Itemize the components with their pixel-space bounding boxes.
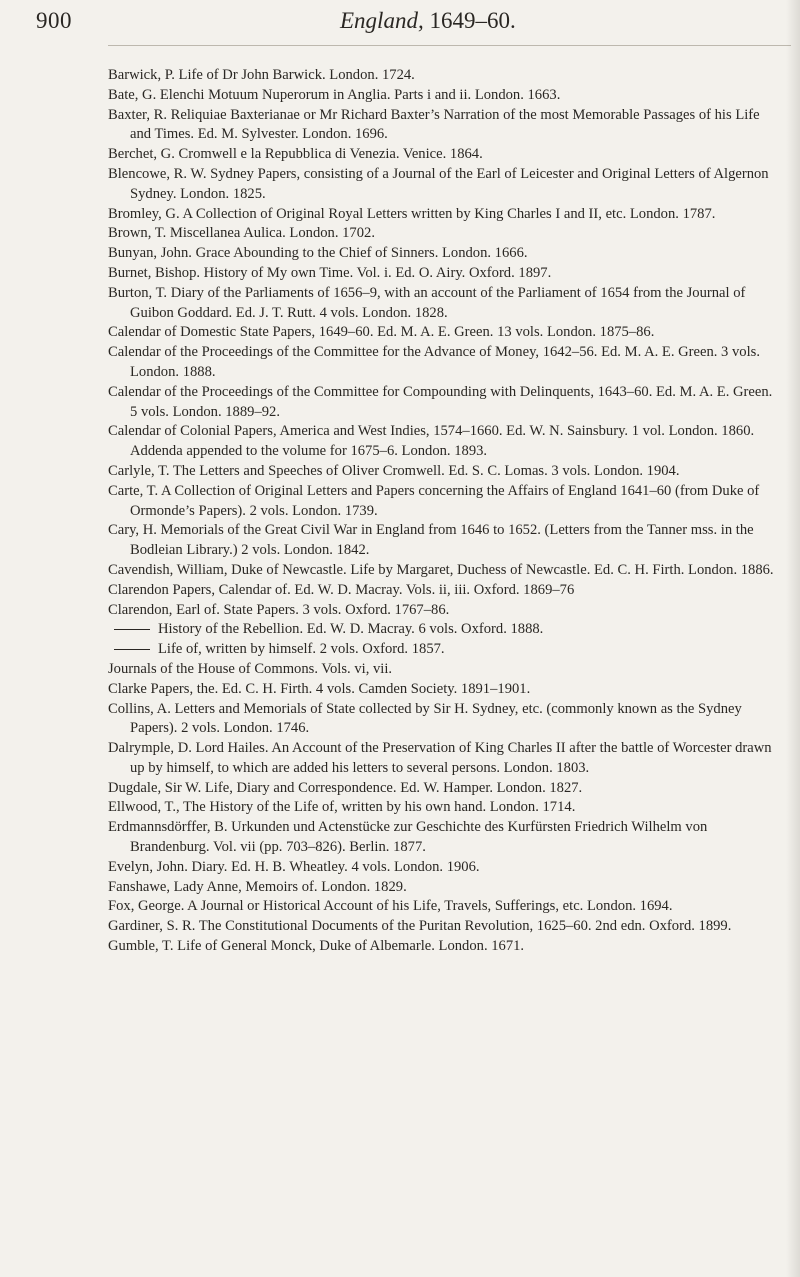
running-title-place: England, bbox=[340, 8, 424, 33]
bibliography-entry: Cavendish, William, Duke of Newcastle. Life by Margaret, Duchess of Newcastle. Ed. C. H. Firth. London. 1886. bbox=[108, 561, 774, 578]
bibliography-entry: Burnet, Bishop. History of My own Time. Vol. i. Ed. O. Airy. Oxford. 1897. bbox=[108, 264, 552, 281]
bibliography-entry: Clarendon Papers, Calendar of. Ed. W. D. Macray. Vols. ii, iii. Oxford. 1869–76 bbox=[108, 581, 575, 598]
bibliography-entry: Evelyn, John. Diary. Ed. H. B. Wheatley. 4 vols. London. 1906. bbox=[108, 858, 480, 875]
bibliography-entry: Calendar of Domestic State Papers, 1649–60. Ed. M. A. E. Green. 13 vols. London. 1875–86. bbox=[108, 324, 655, 341]
bibliography-entry: Baxter, R. Reliquiae Baxterianae or Mr Richard Baxter’s Narration of the most Memorable Passages of his Life and Times. Ed. M. Sylvester. London. 1696. bbox=[108, 106, 760, 143]
page-number: 900 bbox=[36, 8, 72, 33]
bibliography-entry: Cary, H. Memorials of the Great Civil War in England from 1646 to 1652. (Letters from the Tanner mss. in the Bodleian Library.) 2 vols. London. 1842. bbox=[108, 522, 754, 559]
bibliography-entry: Fox, George. A Journal or Historical Account of his Life, Travels, Sufferings, etc. London. 1694. bbox=[108, 898, 673, 915]
bibliography-entry: Calendar of the Proceedings of the Committee for Compounding with Delinquents, 1643–60. Ed. M. A. E. Green. 5 vols. London. 1889–92. bbox=[108, 383, 773, 420]
continuation-text: History of the Rebellion. Ed. W. D. Macray. 6 vols. Oxford. 1888. bbox=[158, 621, 544, 638]
continuation-text: Life of, written by himself. 2 vols. Oxford. 1857. bbox=[158, 641, 445, 658]
bibliography-entry: Carte, T. A Collection of Original Letters and Papers concerning the Affairs of England 1641–60 (from Duke of Ormonde’s Papers). 2 vols. London. 1739. bbox=[108, 482, 760, 519]
bibliography-entry: Berchet, G. Cromwell e la Repubblica di Venezia. Venice. 1864. bbox=[108, 146, 483, 163]
ditto-dash bbox=[114, 629, 150, 630]
bibliography-entry: Gardiner, S. R. The Constitutional Documents of the Puritan Revolution, 1625–60. 2nd edn. Oxford. 1899. bbox=[108, 918, 732, 935]
bibliography-entry-continuation bbox=[108, 640, 776, 660]
running-title bbox=[340, 8, 516, 34]
bibliography-entry: Clarendon, Earl of. State Papers. 3 vols. Oxford. 1767–86. bbox=[108, 601, 450, 618]
bibliography-entry: Blencowe, R. W. Sydney Papers, consisting of a Journal of the Earl of Leicester and Original Letters of Algernon Sydney. London. 1825. bbox=[108, 165, 769, 202]
bibliography-entry: Clarke Papers, the. Ed. C. H. Firth. 4 vols. Camden Society. 1891–1901. bbox=[108, 680, 531, 697]
bibliography-entry: Dalrymple, D. Lord Hailes. An Account of the Preservation of King Charles II after the battle of Worcester drawn up by himself, to which are added his letters to several persons. London. 1803. bbox=[108, 740, 772, 776]
page-header bbox=[0, 0, 800, 60]
bibliography-entry: Bunyan, John. Grace Abounding to the Chief of Sinners. London. 1666. bbox=[108, 245, 528, 262]
bibliography-entry: Journals of the House of Commons. Vols. vi, vii. bbox=[108, 660, 393, 677]
bibliography-entry: Brown, T. Miscellanea Aulica. London. 1702. bbox=[108, 225, 375, 242]
bibliography-entry: Dugdale, Sir W. Life, Diary and Correspondence. Ed. W. Hamper. London. 1827. bbox=[108, 779, 583, 796]
bibliography-entry: Bate, G. Elenchi Motuum Nuperorum in Anglia. Parts i and ii. London. 1663. bbox=[108, 86, 561, 103]
bibliography-entry: Calendar of Colonial Papers, America and West Indies, 1574–1660. Ed. W. N. Sainsbury. 1 vol. London. 1860. Addenda appended to the volume for 1675–6. London. 1893. bbox=[108, 423, 755, 460]
bibliography-entry: Collins, A. Letters and Memorials of State collected by Sir H. Sydney, etc. (commonly known as the Sydney Papers). 2 vols. London. 1746. bbox=[108, 700, 742, 737]
bibliography-entry: Ellwood, T., The History of the Life of, written by his own hand. London. 1714. bbox=[108, 799, 576, 816]
bibliography-entry: Barwick, P. Life of Dr John Barwick. London. 1724. bbox=[108, 67, 415, 83]
bibliography-entry: Burton, T. Diary of the Parliaments of 1656–9, with an account of the Parliament of 1654 from the Journal of Guibon Goddard. Ed. J. T. Rutt. 4 vols. London. 1828. bbox=[108, 284, 746, 321]
bibliography-entry-continuation bbox=[108, 620, 776, 640]
bibliography-entry: Fanshawe, Lady Anne, Memoirs of. London. 1829. bbox=[108, 878, 407, 895]
bibliography-entry: Gumble, T. Life of General Monck, Duke of Albemarle. London. 1671. bbox=[108, 938, 525, 955]
header-rule bbox=[108, 45, 791, 46]
running-title-years: 1649–60. bbox=[429, 8, 516, 33]
bibliography-entry: Calendar of the Proceedings of the Committee for the Advance of Money, 1642–56. Ed. M. A. E. Green. 3 vols. London. 1888. bbox=[108, 344, 760, 380]
page-edge-shadow bbox=[786, 0, 800, 1277]
bibliography-entry: Carlyle, T. The Letters and Speeches of Oliver Cromwell. Ed. S. C. Lomas. 3 vols. London. 1904. bbox=[108, 462, 680, 479]
bibliography-list bbox=[108, 66, 776, 957]
bibliography-entry: Bromley, G. A Collection of Original Royal Letters written by King Charles I and II, etc. London. 1787. bbox=[108, 205, 716, 222]
bibliography-entry: Erdmannsdörffer, B. Urkunden und Actenstücke zur Geschichte des Kurfürsten Friedrich Wilhelm von Brandenburg. Vol. vii (pp. 703–826). Berlin. 1877. bbox=[108, 819, 708, 856]
ditto-dash bbox=[114, 649, 150, 650]
